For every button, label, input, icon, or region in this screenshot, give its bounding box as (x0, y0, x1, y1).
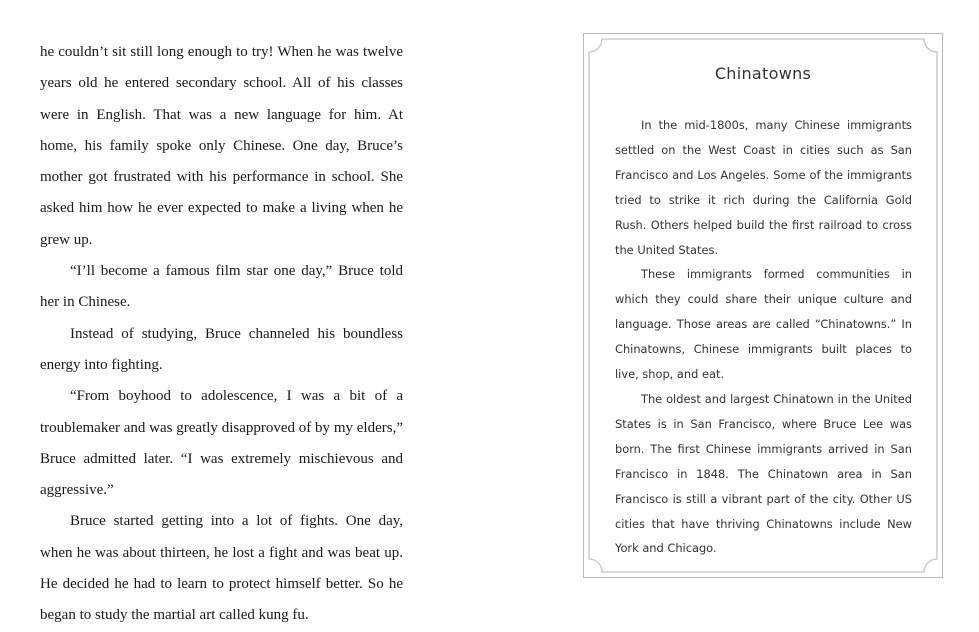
sidebar-paragraph: These immigrants formed communities in which they could share their unique culture and language. Those areas are called “Chinatowns.” In Chinatowns, Chinese immigrants built places to live, shop, and eat. (615, 267, 912, 382)
sidebar-title: Chinatowns (714, 64, 812, 83)
chinatowns-sidebar (583, 33, 943, 578)
story-paragraph: “From boyhood to adolescence, I was a bit of a troublemaker and was greatly disapproved of by my elders,” Bruce admitted later. “I was extremely mischievous and aggressive.” (40, 388, 403, 499)
story-text-column (40, 37, 403, 632)
sidebar-body (615, 113, 912, 561)
story-paragraph: Instead of studying, Bruce channeled his boundless energy into fighting. (40, 325, 403, 373)
story-paragraph: Bruce started getting into a lot of fights. One day, when he was about thirteen, he lost a fight and was beat up. He decided he had to learn to protect himself better. So he began to study the martial art called kung fu. (40, 513, 403, 624)
sidebar-paragraph: The oldest and largest Chinatown in the United States is in San Francisco, where Bruce Lee was born. The first Chinese immigrants arrived in San Francisco in 1848. The Chinatown area in San Francisco is still a vibrant part of the city. Other US cities that have thriving Chinatowns include New York and Chicago. (615, 391, 912, 556)
sidebar-paragraph: In the mid-1800s, many Chinese immigrants settled on the West Coast in cities such as San Francisco and Los Angeles. Some of the immigrants tried to strike it rich during the California Gold Rush. Others helped build the first railroad to cross the United States. (615, 118, 912, 257)
story-paragraph: “I’ll become a famous film star one day,” Bruce told her in Chinese. (40, 263, 403, 311)
story-paragraph: he couldn’t sit still long enough to try! When he was twelve years old he entered secondary school. All of his classes were in English. That was a new language for him. At home, his family spoke only Chinese. One day, Bruce’s mother got frustrated with his performance in school. She asked him how he ever expected to make a living when he grew up. (40, 44, 403, 248)
